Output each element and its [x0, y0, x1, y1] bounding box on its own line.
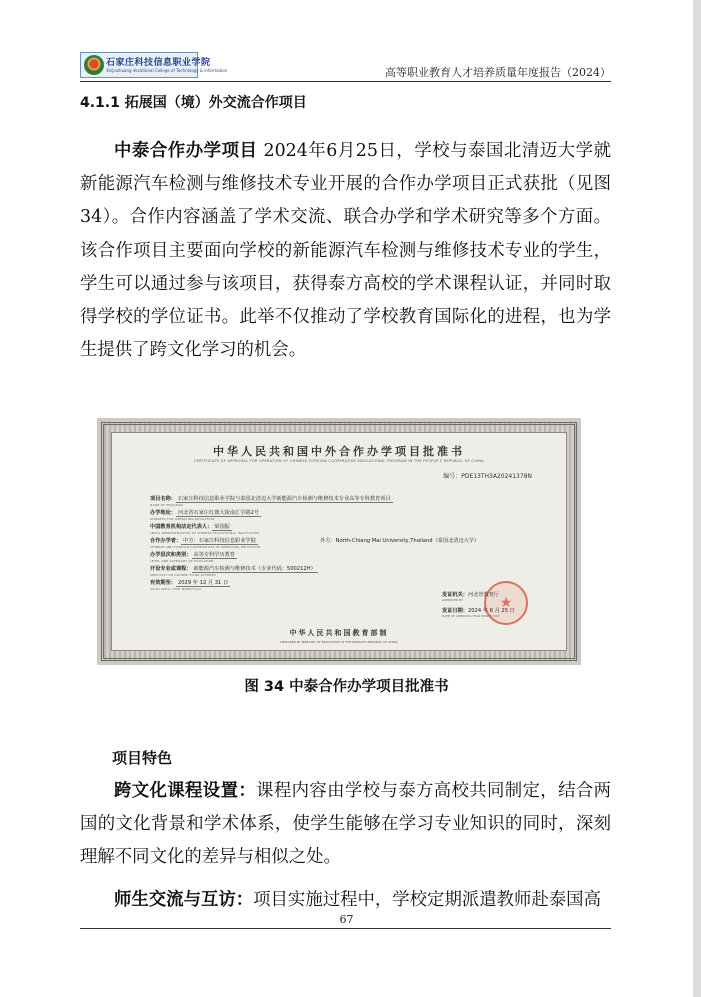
certificate-title: 中华人民共和国中外合作办学项目批准书	[213, 445, 465, 458]
certificate-image	[97, 418, 581, 665]
certificate-field-valid-until: 有效期至： 2029 年 12 月 31 日 VALID UNTIL YEAR MONTH DAY	[150, 580, 229, 591]
paragraph-text: 课程内容由学校与泰方高校共同制定，结合两国的文化背景和学术体系，使学生能够在学习专业知识的同时，深刻理解不同文化的差异与相似之处。	[80, 781, 611, 868]
school-logo-english: Shijiazhuang Vocational College of Technology & Information	[106, 68, 228, 73]
certificate-field-level: 办学层次和类别： 高等专科学历教育 LEVEL AND CATEGORY OF EDUCATION	[150, 552, 236, 563]
certificate-field-legal-rep: 中国教育机构法定代表人： 梁国振 LEGAL REPRESENTATIVE OF CHINESE EDUCATIONAL INSTITUTION	[150, 524, 260, 535]
paragraph-lead: 跨文化课程设置：	[114, 781, 257, 801]
certificate-paper	[111, 432, 567, 651]
features-heading: 项目特色	[112, 749, 173, 767]
certificate-ministry: 中华人民共和国教育部制	[289, 628, 389, 637]
page-header	[80, 52, 611, 80]
report-title: 高等职业教育人才培养质量年度报告（2024）	[385, 66, 611, 79]
paragraph-text: 2024年6月25日，学校与泰国北清迈大学就新能源汽车检测与维修技术专业开展的合作办学项目正式获批（见图34）。合作内容涵盖了学术交流、联合办学和学术研究等多个方面。该合作项目主要面向学校的新能源汽车检测与维修技术专业的学生，学生可以通过参与该项目，获得泰方高校的学术课程认证，并同时取得学校的学位证书。此举不仅推动了学校教育国际化的进程，也为学生提供了跨文化学习的机会。	[80, 141, 612, 361]
certificate-ministry-english: DESIGNED BY MINISTRY OF EDUCATION OF THE PEOPLE'S REPUBLIC OF CHINA	[280, 640, 398, 644]
footer-divider	[80, 928, 611, 929]
certificate-serial: 编号：PDE13TH3A20241378N	[443, 473, 532, 480]
school-logo	[80, 52, 228, 78]
header-divider	[80, 81, 611, 82]
paragraph-cross-cultural-courses	[80, 775, 611, 875]
certificate-subtitle: CERTIFICATE OF APPROVAL FOR OPERATION OF CHINESE-FOREIGN COOPERATIVE EDUCATIONAL PROGRAM IN THE PEOPLE'S REPUBLIC OF CHINA	[194, 459, 484, 463]
official-seal-icon: ★	[484, 581, 528, 625]
certificate-field-program-name: 项目名称： 石家庄科技信息职业学院与泰国北清迈大学新能源汽车检测与维修技术专业高等专科教育项目 NAME OF PROGRAM	[150, 496, 391, 507]
certificate-field-address: 办学地址： 河北省石家庄红旗大街南汇学路2号 ADDRESS FOR OPERATING EDUCATION	[150, 510, 260, 521]
certificate-foreign-partner: 外方：North-Chiang Mai University,Thailand（泰国北清迈大学）	[320, 538, 480, 544]
paragraph-text: 项目实施过程中，学校定期派遣教师赴泰国高	[253, 890, 601, 910]
page-number: 67	[339, 913, 354, 926]
paragraph-sino-thai-program	[80, 135, 611, 367]
school-logo-name: 石家庄科技信息职业学院	[106, 58, 211, 68]
certificate-issuer: 发证机关：河北省教育厅 APPROVED BY	[442, 592, 500, 602]
paragraph-lead: 中泰合作办学项目	[114, 141, 258, 161]
certificate-field-specialty: 开设专业或课程： 新能源汽车检测与维修技术（专业代码：500212H） SPECIALTY OR COURSE TO BE OFFERED	[150, 566, 316, 577]
viewer-background	[693, 0, 701, 997]
figure-caption: 图 34 中泰合作办学项目批准书	[244, 679, 449, 695]
certificate-issue-date: 发证日期：2024 年 6 月 25 日 DATE OF APPROVAL YEAR MONTH DAY	[442, 608, 515, 618]
certificate-field-cooperators: 合作办学者： 中方：石家庄科技信息职业学院 CHINESE AND FOREIGN COOPERATORS IN OPERATING EDUCATION	[150, 538, 261, 549]
section-heading: 4.1.1 拓展国（境）外交流合作项目	[80, 95, 307, 111]
school-emblem-icon	[84, 55, 104, 75]
paragraph-lead: 师生交流与互访：	[114, 890, 254, 910]
